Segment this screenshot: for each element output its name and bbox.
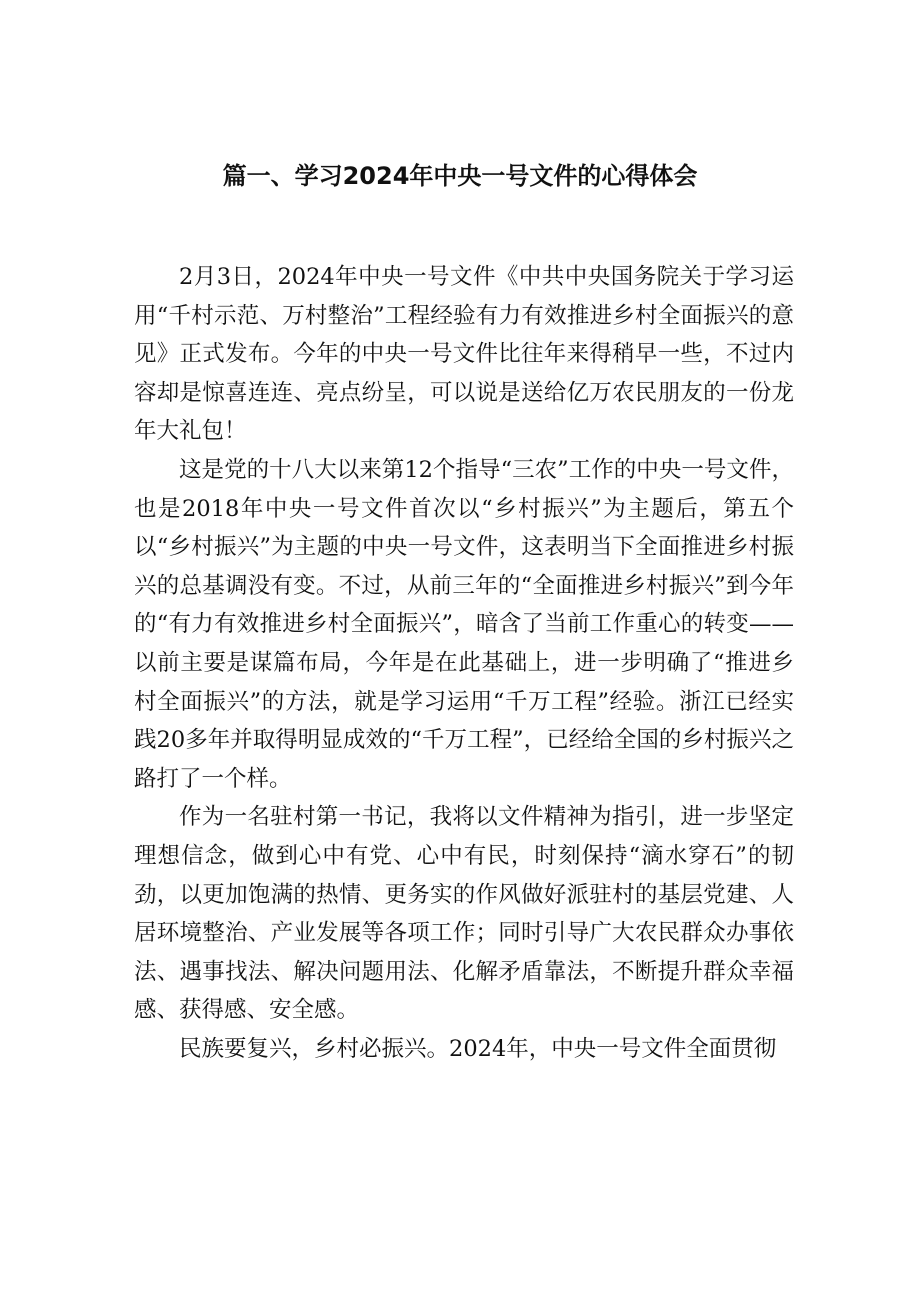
paragraph: 民族要复兴，乡村必振兴。2024年，中央一号文件全面贯彻: [179, 1035, 777, 1062]
paragraph: 这是党的十八大以来第12个指导“三农”工作的中央一号文件，也是2018年中央一号文件首次以“乡村振兴”为主题后，第五个以“乡村振兴”为主题的中央一号文件，这表明当下全面推进乡村振兴的总基调没有变。不过，从前三年的“全面推进乡村振兴”到今年的“有力有效推进乡村全面振兴”，暗含了当前工作重心的转变——以前主要是谋篇布局，今年是在此基础上，进一步明确了“推进乡村全面振兴”的方法，就是学习运用“千万工程”经验。浙江已经实践20多年并取得明显成效的“千万工程”，已经给全国的乡村振兴之路打了一个样。: [134, 456, 794, 792]
paragraph: 作为一名驻村第一书记，我将以文件精神为指引，进一步坚定理想信念，做到心中有党、心中有民，时刻保持“滴水穿石”的韧劲，以更加饱满的热情、更务实的作风做好派驻村的基层党建、人居环境整治、产业发展等各项工作；同时引导广大农民群众办事依法、遇事找法、解决问题用法、化解矛盾靠法，不断提升群众幸福感、获得感、安全感。: [134, 804, 794, 1024]
document-body: [134, 258, 794, 1068]
document-title: 篇一、学习2024年中央一号文件的心得体会: [222, 162, 698, 190]
paragraph: 2月3日，2024年中央一号文件《中共中央国务院关于学习运用“千村示范、万村整治”工程经验有力有效推进乡村全面振兴的意见》正式发布。今年的中央一号文件比往年来得稍早一些，不过内容却是惊喜连连、亮点纷呈，可以说是送给亿万农民朋友的一份龙年大礼包！: [134, 264, 794, 445]
